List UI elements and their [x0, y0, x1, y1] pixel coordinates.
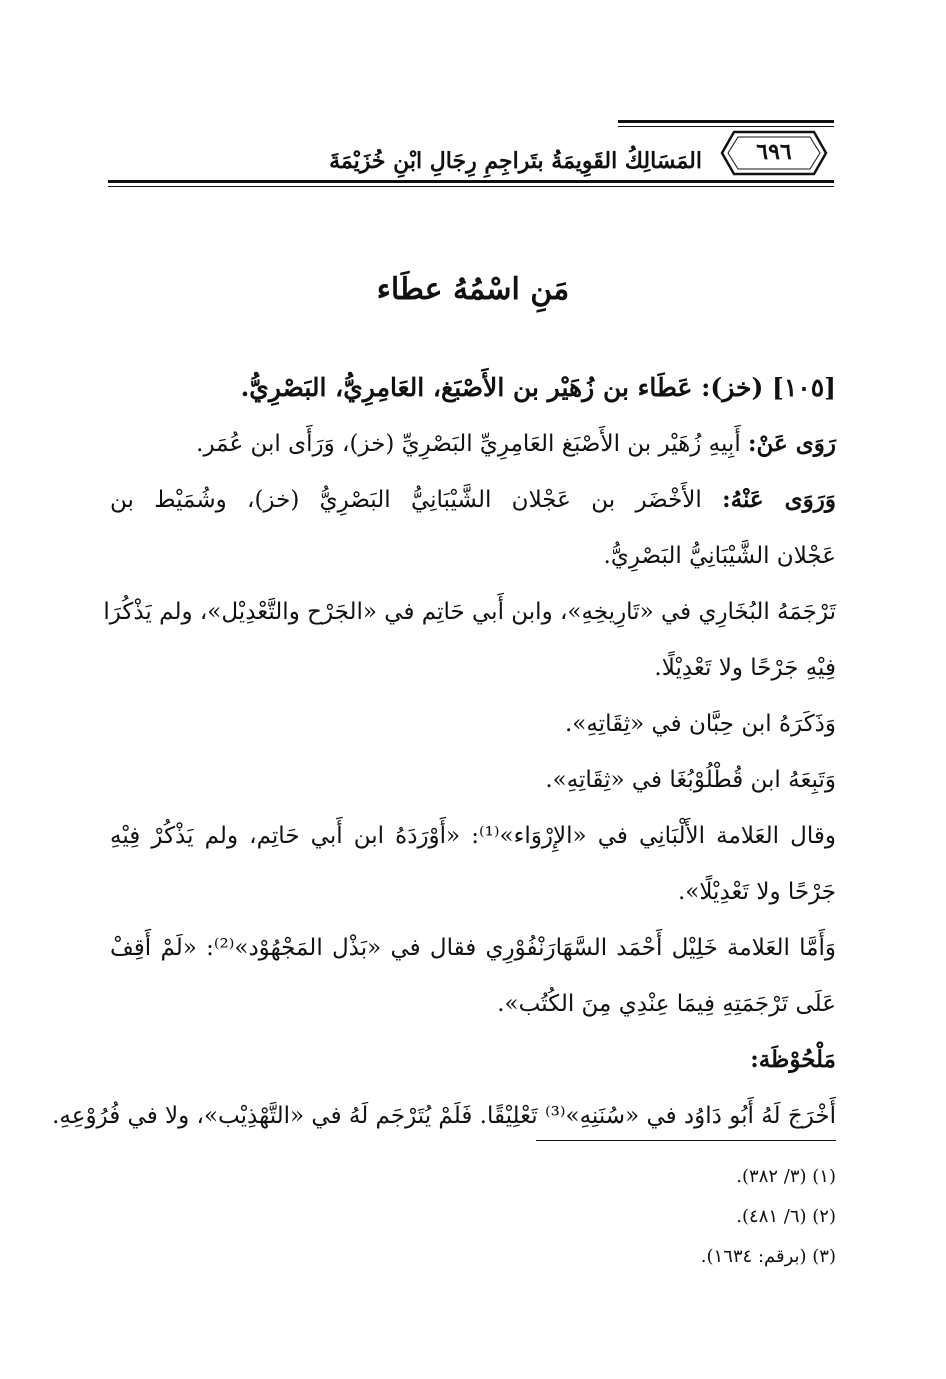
text-line — [110, 808, 836, 864]
page-number-frame — [720, 130, 828, 176]
text-line — [110, 920, 836, 976]
text-line — [52, 1088, 836, 1144]
header-rule-bottom — [108, 180, 834, 183]
page-header — [108, 112, 834, 192]
section-title: مَنِ اسْمُهُ عطَاء — [376, 272, 570, 307]
text-line — [110, 472, 836, 528]
text-line — [110, 864, 836, 920]
line-text: فِيْهِ جَرْحًا ولا تَعْدِيْلًا. — [654, 655, 836, 681]
line-text: أَبِيهِ زُهَيْر بن الأَصْبَغ العَامِرِيِّ البَصْرِيِّ (خز)، وَرَأَى ابن عُمَر. — [196, 431, 749, 457]
entry-heading — [110, 360, 836, 416]
book-title: المَسَالِكُ القَوِيمَةُ بتَراجِمِ رِجَالِ ابْنِ خُزَيْمَةَ — [329, 148, 702, 174]
footnote-separator — [536, 1140, 836, 1141]
line-text: الأَخْضَر بن عَجْلان الشَّيْبَانِيُّ البَصْرِيُّ (خز)، وشُمَيْط بن — [110, 487, 723, 513]
header-rule-bottom-thin — [108, 186, 834, 187]
line-text: وَذَكَرَهُ ابن حِبَّان في «ثِقَاتِهِ». — [564, 711, 836, 737]
line-text: عَجْلان الشَّيْبَانِيُّ البَصْرِيُّ. — [603, 543, 836, 569]
line-text: تَرْجَمَهُ البُخَارِي في «تَارِيخِهِ»، وابن أَبي حَاتِم في «الجَرْح والتَّعْدِيْل»، ولم يَذْكُرَا — [103, 599, 836, 625]
entry-name: (خز): عَطَاء بن زُهَيْر بن الأَصْبَغ، العَامِرِيُّ، البَصْرِيُّ. — [240, 373, 764, 402]
text-line — [110, 416, 836, 472]
footnotes — [536, 1140, 836, 1277]
line-lead: وَرَوَى عَنْهُ: — [722, 486, 836, 513]
body-lines — [52, 416, 836, 1144]
line-text: عَلَى تَرْجَمَتِهِ فِيمَا عِنْدِي مِنَ الكُتُب». — [497, 991, 836, 1017]
line-text: وَتَبِعَهُ ابن قُطْلُوْبُغَا في «ثِقَاتِهِ». — [545, 767, 836, 793]
text-line — [110, 752, 836, 808]
text-line — [110, 528, 836, 584]
text-line — [110, 976, 836, 1032]
footnote-2: (٢) (٦/ ٤٨١). — [736, 1206, 836, 1227]
text-line — [103, 584, 836, 640]
line-text: وَأَمَّا العَلامة خَلِيْل أَحْمَد السَّهَارَنْفُوْرِي فقال في «بَذْل المَجْهُوْد»⁽²⁾: «لَمْ أَقِفْ — [110, 935, 836, 961]
entry-number: [١٠٥] — [772, 373, 836, 402]
line-text: أَخْرَجَ لَهُ أَبُو دَاوُد في «سُنَنِهِ»⁽³⁾ تَعْلِيْقًا. فَلَمْ يُتَرْجَم لَهُ في «التَّهْذِيْب»، ولا في فُرُوْعِهِ. — [52, 1103, 836, 1129]
text-line — [110, 1032, 836, 1088]
line-lead: مَلْحُوْظَة: — [750, 1046, 836, 1073]
header-rule-top — [618, 120, 834, 123]
text-line — [110, 640, 836, 696]
page-number: ٦٩٦ — [756, 139, 792, 165]
line-text: جَرْحًا ولا تَعْدِيْلًا». — [677, 879, 836, 905]
line-text: وقال العَلامة الأَلْبَانِي في «الإِرْوَاء»⁽¹⁾: «أَوْرَدَهُ ابن أَبي حَاتِم، ولم يَذْكُرْ فِيْهِ — [110, 823, 836, 849]
text-line — [110, 696, 836, 752]
footnote-3: (٣) (برقم: ١٦٣٤). — [700, 1246, 836, 1267]
main-text — [52, 360, 836, 1144]
header-rule-top-thin — [618, 126, 834, 127]
footnote-1: (١) (٣/ ٣٨٢). — [736, 1166, 836, 1187]
line-lead: رَوَى عَنْ: — [748, 430, 836, 457]
